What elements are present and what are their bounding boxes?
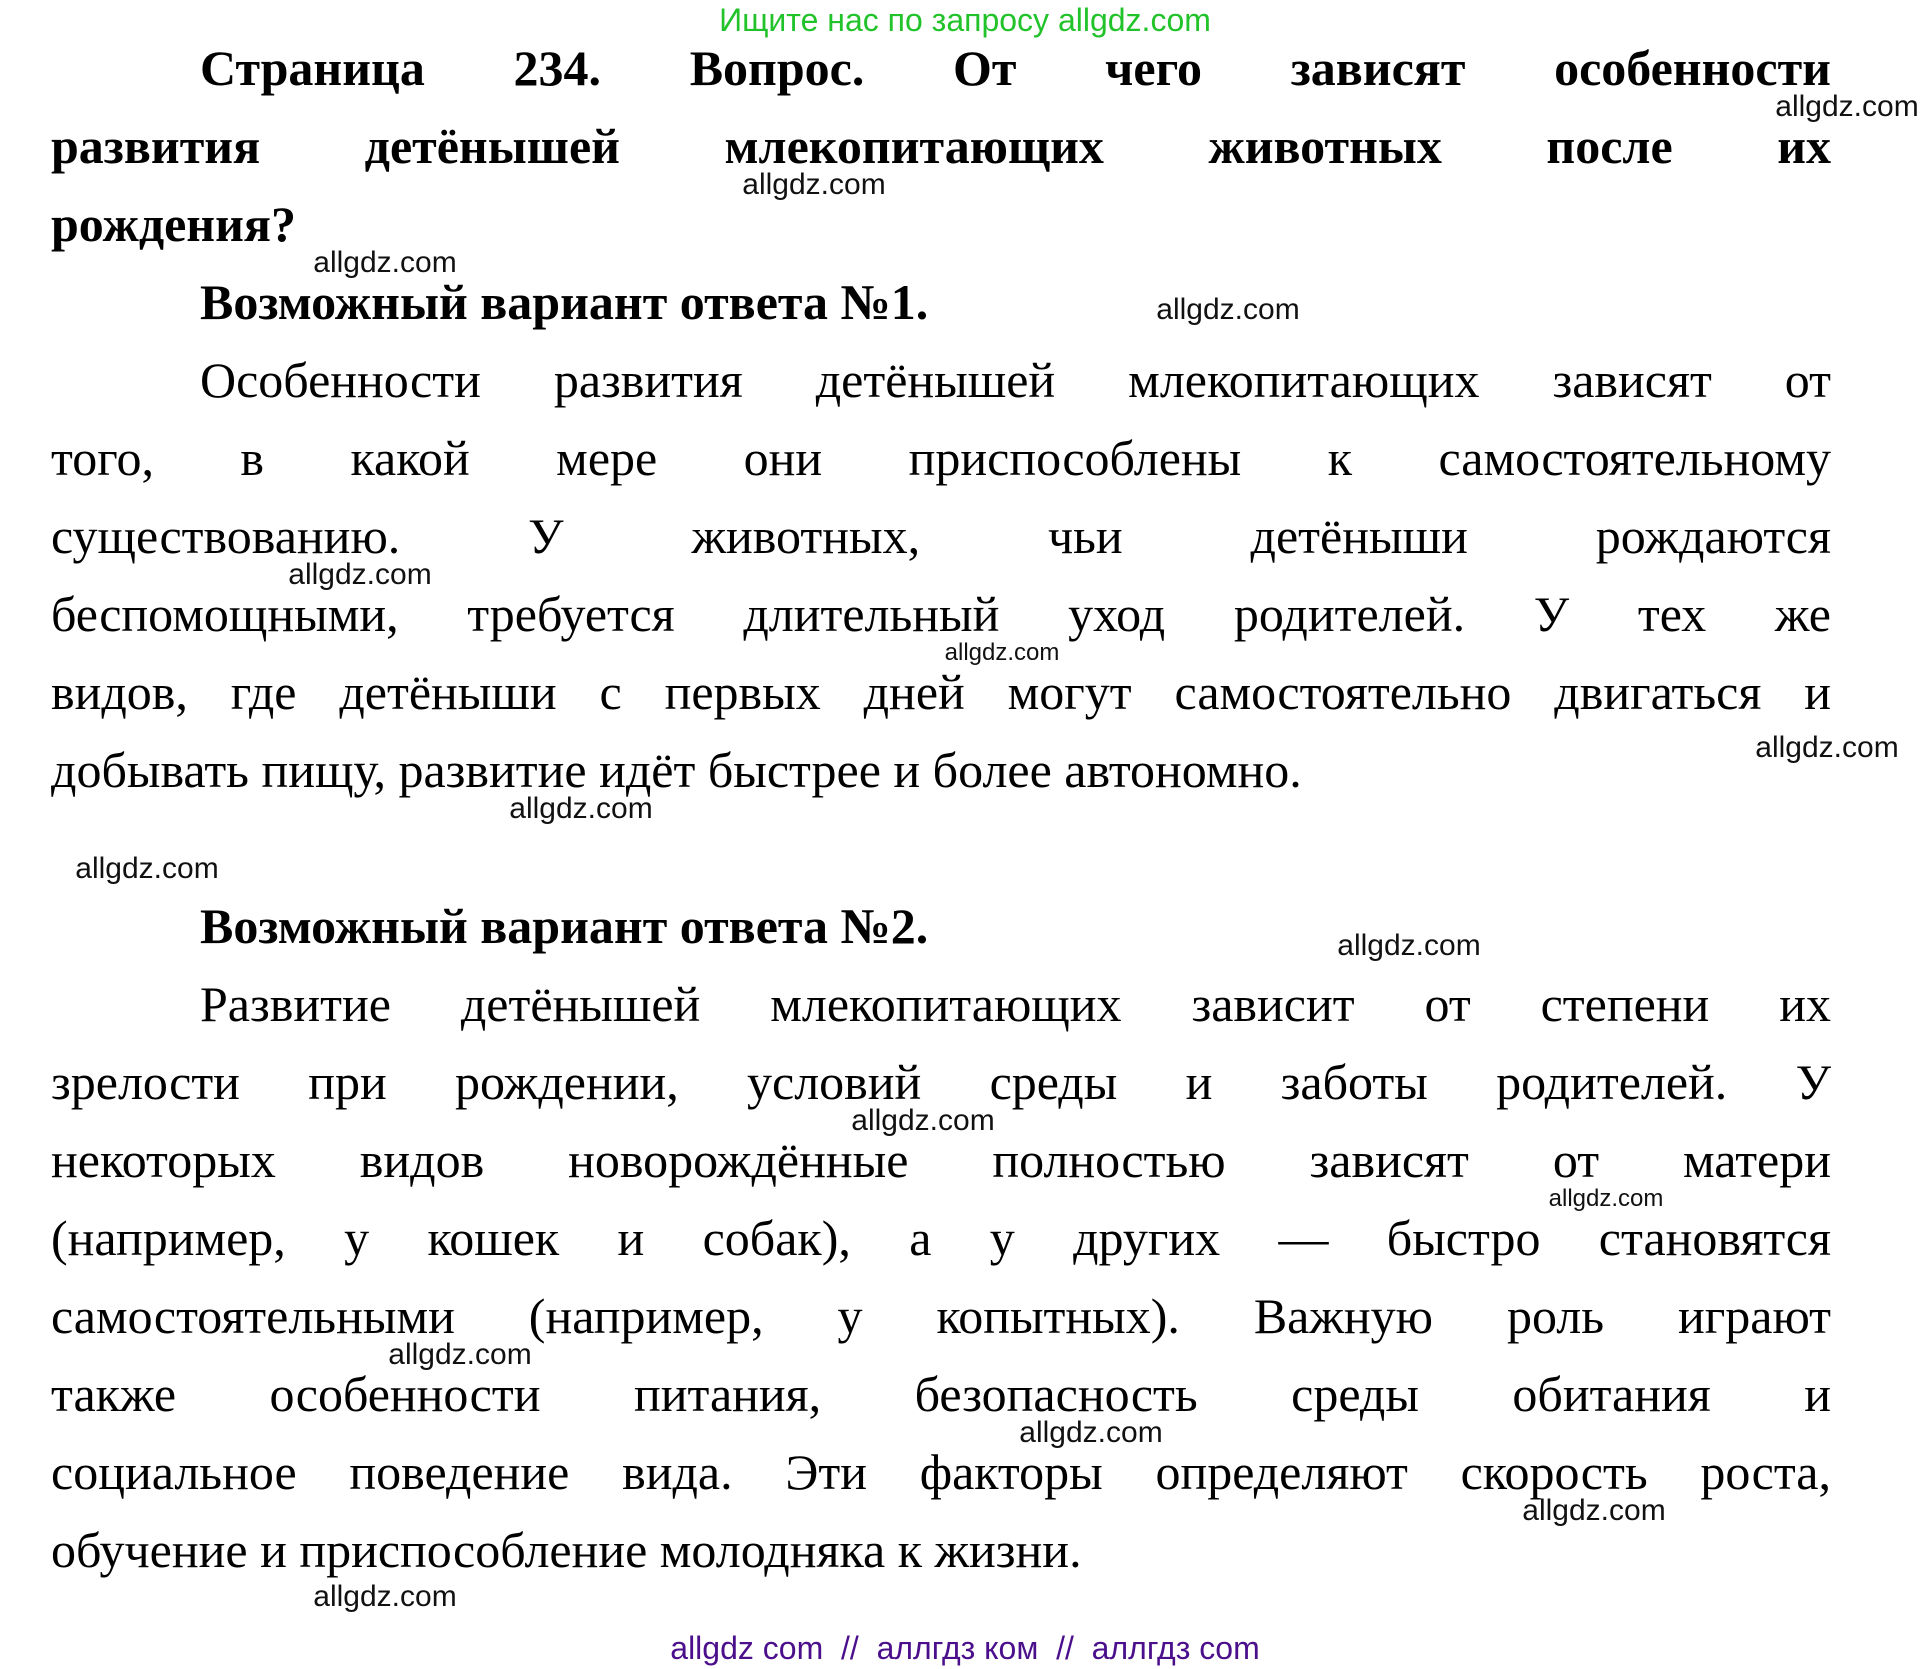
answer1-line: беспомощными, требуется длительный уход родителей. У тех же bbox=[51, 586, 1831, 642]
title-line: Страница 234. Вопрос. От чего зависят особенности bbox=[200, 40, 1831, 96]
answer2-line: также особенности питания, безопасность среды обитания и bbox=[51, 1366, 1831, 1422]
question-title bbox=[51, 40, 1831, 252]
watermark: allgdz.com bbox=[313, 1580, 457, 1613]
watermark: allgdz.com bbox=[1522, 1494, 1666, 1527]
answer1-line: видов, где детёныши с первых дней могут самостоятельно двигаться и bbox=[51, 664, 1831, 720]
watermark: allgdz.com bbox=[75, 852, 219, 885]
search-hint-banner: Ищите нас по запросу allgdz.com bbox=[719, 2, 1211, 38]
watermark: allgdz.com bbox=[1019, 1416, 1163, 1449]
watermark: allgdz.com bbox=[1755, 731, 1899, 764]
answer2-line: зрелости при рождении, условий среды и заботы родителей. У bbox=[51, 1054, 1831, 1110]
answer2-line: некоторых видов новорождённые полностью зависят от матери bbox=[51, 1132, 1831, 1188]
answer2-line: обучение и приспособление молодняка к жизни. bbox=[51, 1522, 1082, 1578]
watermark: allgdz.com bbox=[742, 168, 886, 201]
watermark: allgdz.com bbox=[1775, 90, 1919, 123]
watermark: allgdz.com bbox=[1337, 929, 1481, 962]
watermark: allgdz.com bbox=[851, 1104, 995, 1137]
watermark: allgdz.com bbox=[509, 792, 653, 825]
answer2-line: (например, у кошек и собак), а у других — быстро становятся bbox=[51, 1210, 1831, 1266]
answer2-line: самостоятельными (например, у копытных). Важную роль играют bbox=[51, 1288, 1831, 1344]
answer2-paragraph bbox=[51, 976, 1831, 1578]
answer1-line: Особенности развития детёнышей млекопитающих зависят от bbox=[200, 352, 1831, 408]
spacer bbox=[51, 825, 1831, 871]
title-line: рождения? bbox=[51, 196, 296, 252]
document-body bbox=[51, 40, 1831, 1605]
watermark: allgdz.com bbox=[313, 246, 457, 279]
watermark: allgdz.com bbox=[288, 558, 432, 591]
watermark: allgdz.com bbox=[944, 639, 1060, 666]
watermark: allgdz.com bbox=[1548, 1185, 1664, 1212]
answer1-line: существованию. У животных, чьи детёныши рождаются bbox=[51, 508, 1831, 564]
answer1-line: добывать пищу, развитие идёт быстрее и более автономно. bbox=[51, 742, 1302, 798]
footer-links: allgdz com // аллгдз ком // аллгдз com bbox=[670, 1630, 1260, 1666]
title-line: развития детёнышей млекопитающих животных после их bbox=[51, 118, 1831, 174]
answer2-heading: Возможный вариант ответа №2. bbox=[200, 898, 929, 954]
watermark: allgdz.com bbox=[388, 1338, 532, 1371]
watermark: allgdz.com bbox=[1156, 293, 1300, 326]
answer1-heading: Возможный вариант ответа №1. bbox=[200, 274, 929, 330]
answer2-line: Развитие детёнышей млекопитающих зависит от степени их bbox=[200, 976, 1831, 1032]
answer2-line: социальное поведение вида. Эти факторы определяют скорость роста, bbox=[51, 1444, 1831, 1500]
answer1-line: того, в какой мере они приспособлены к самостоятельному bbox=[51, 430, 1831, 486]
